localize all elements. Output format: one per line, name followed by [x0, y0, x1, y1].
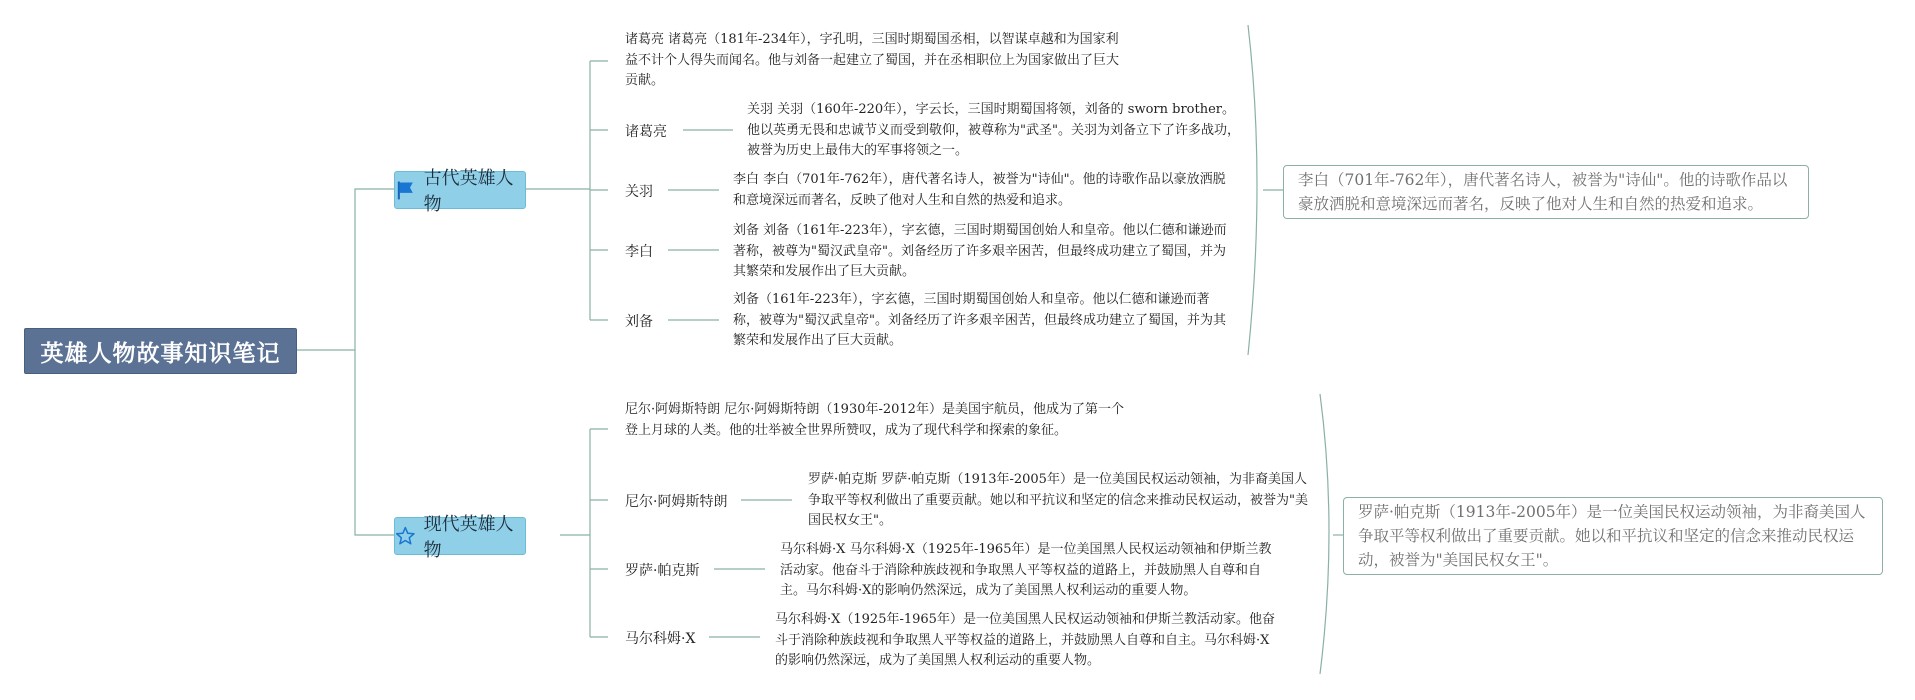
category-label: 古代英雄人物 [423, 168, 514, 215]
branch-label-rosa-parks[interactable]: 罗萨·帕克斯 [625, 563, 700, 579]
branch-label-neil-armstrong[interactable]: 尼尔·阿姆斯特朗 [625, 494, 728, 510]
summary-modern[interactable]: 罗萨·帕克斯（1913年-2005年）是一位美国民权运动领袖，为非裔美国人争取平等权利做出了重要贡献。她以和平抗议和坚定的信念来推动民权运动，被誉为"美国民权女王"。 [1343, 497, 1883, 575]
branch-label-malcolm-x[interactable]: 马尔科姆·X [625, 631, 696, 647]
category-modern-heroes[interactable] [394, 514, 526, 561]
detail-text-guan-yu: 关羽 关羽（160年-220年），字云长，三国时期蜀国将领，刘备的 sworn brother。他以英勇无畏和忠诚节义而受到敬仰，被尊称为"武圣"。关羽为刘备立下了许多战功，被誉为历史上最伟大的军事将领之一。 [747, 102, 1240, 158]
category-label: 现代英雄人物 [423, 514, 514, 561]
detail-text-liu-bei: 刘备 刘备（161年-223年），字玄德，三国时期蜀国创始人和皇帝。他以仁德和谦逊而著称，被尊为"蜀汉武皇帝"。刘备经历了许多艰辛困苦，但最终成功建立了蜀国，并为其繁荣和发展作出了巨大贡献。 [733, 223, 1227, 279]
root-node[interactable]: 英雄人物故事知识笔记 [24, 328, 297, 374]
detail-text-liu-bei-2: 刘备（161年-223年），字玄德，三国时期蜀国创始人和皇帝。他以仁德和谦逊而著称，被尊为"蜀汉武皇帝"。刘备经历了许多艰辛困苦，但最终成功建立了蜀国，并为其繁荣和发展作出了巨大贡献。 [733, 292, 1226, 348]
detail-text-malcolm-x-2: 马尔科姆·X（1925年-1965年）是一位美国黑人民权运动领袖和伊斯兰教活动家。他奋斗于消除种族歧视和争取黑人平等权益的道路上，并鼓励黑人自尊和自主。马尔科姆·X的影响仍然深远，成为了美国黑人权利运动的重要人物。 [775, 612, 1275, 668]
summary-bracket-ancient [1248, 25, 1257, 355]
branch-label-zhuge-liang[interactable]: 诸葛亮 [625, 124, 667, 140]
connector-root-modern [355, 350, 394, 535]
detail-text-zhuge-liang: 诸葛亮 诸葛亮（181年-234年），字孔明，三国时期蜀国丞相，以智谋卓越和为国家利益不计个人得失而闻名。他与刘备一起建立了蜀国，并在丞相职位上为国家做出了巨大贡献。 [625, 32, 1120, 88]
detail-text-neil-armstrong: 尼尔·阿姆斯特朗 尼尔·阿姆斯特朗（1930年-2012年）是美国宇航员，他成为了第一个登上月球的人类。他的壮举被全世界所赞叹，成为了现代科学和探索的象征。 [625, 402, 1124, 438]
detail-text-rosa-parks: 罗萨·帕克斯 罗萨·帕克斯（1913年-2005年）是一位美国民权运动领袖，为非裔美国人争取平等权利做出了重要贡献。她以和平抗议和坚定的信念来推动民权运动，被誉为"美国民权女王"。 [808, 472, 1308, 528]
flag-icon [395, 179, 416, 201]
connector-root-ancient [295, 189, 394, 350]
category-ancient-heroes[interactable] [394, 168, 526, 215]
summary-bracket-modern [1320, 394, 1329, 674]
branch-label-liu-bei[interactable]: 刘备 [625, 314, 653, 330]
star-icon [395, 525, 416, 547]
detail-text-li-bai: 李白 李白（701年-762年），唐代著名诗人，被誉为"诗仙"。他的诗歌作品以豪放洒脱和意境深远而著名，反映了他对人生和自然的热爱和追求。 [733, 172, 1226, 208]
summary-ancient[interactable]: 李白（701年-762年），唐代著名诗人，被誉为"诗仙"。他的诗歌作品以豪放洒脱和意境深远而著名，反映了他对人生和自然的热爱和追求。 [1283, 165, 1809, 219]
branch-label-li-bai[interactable]: 李白 [625, 244, 653, 260]
branch-label-guan-yu[interactable]: 关羽 [625, 184, 653, 200]
detail-text-malcolm-x: 马尔科姆·X 马尔科姆·X（1925年-1965年）是一位美国黑人民权运动领袖和伊斯兰教活动家。他奋斗于消除种族歧视和争取黑人平等权益的道路上，并鼓励黑人自尊和自主。马尔科姆·X的影响仍然深远，成为了美国黑人权利运动的重要人物。 [780, 542, 1272, 598]
